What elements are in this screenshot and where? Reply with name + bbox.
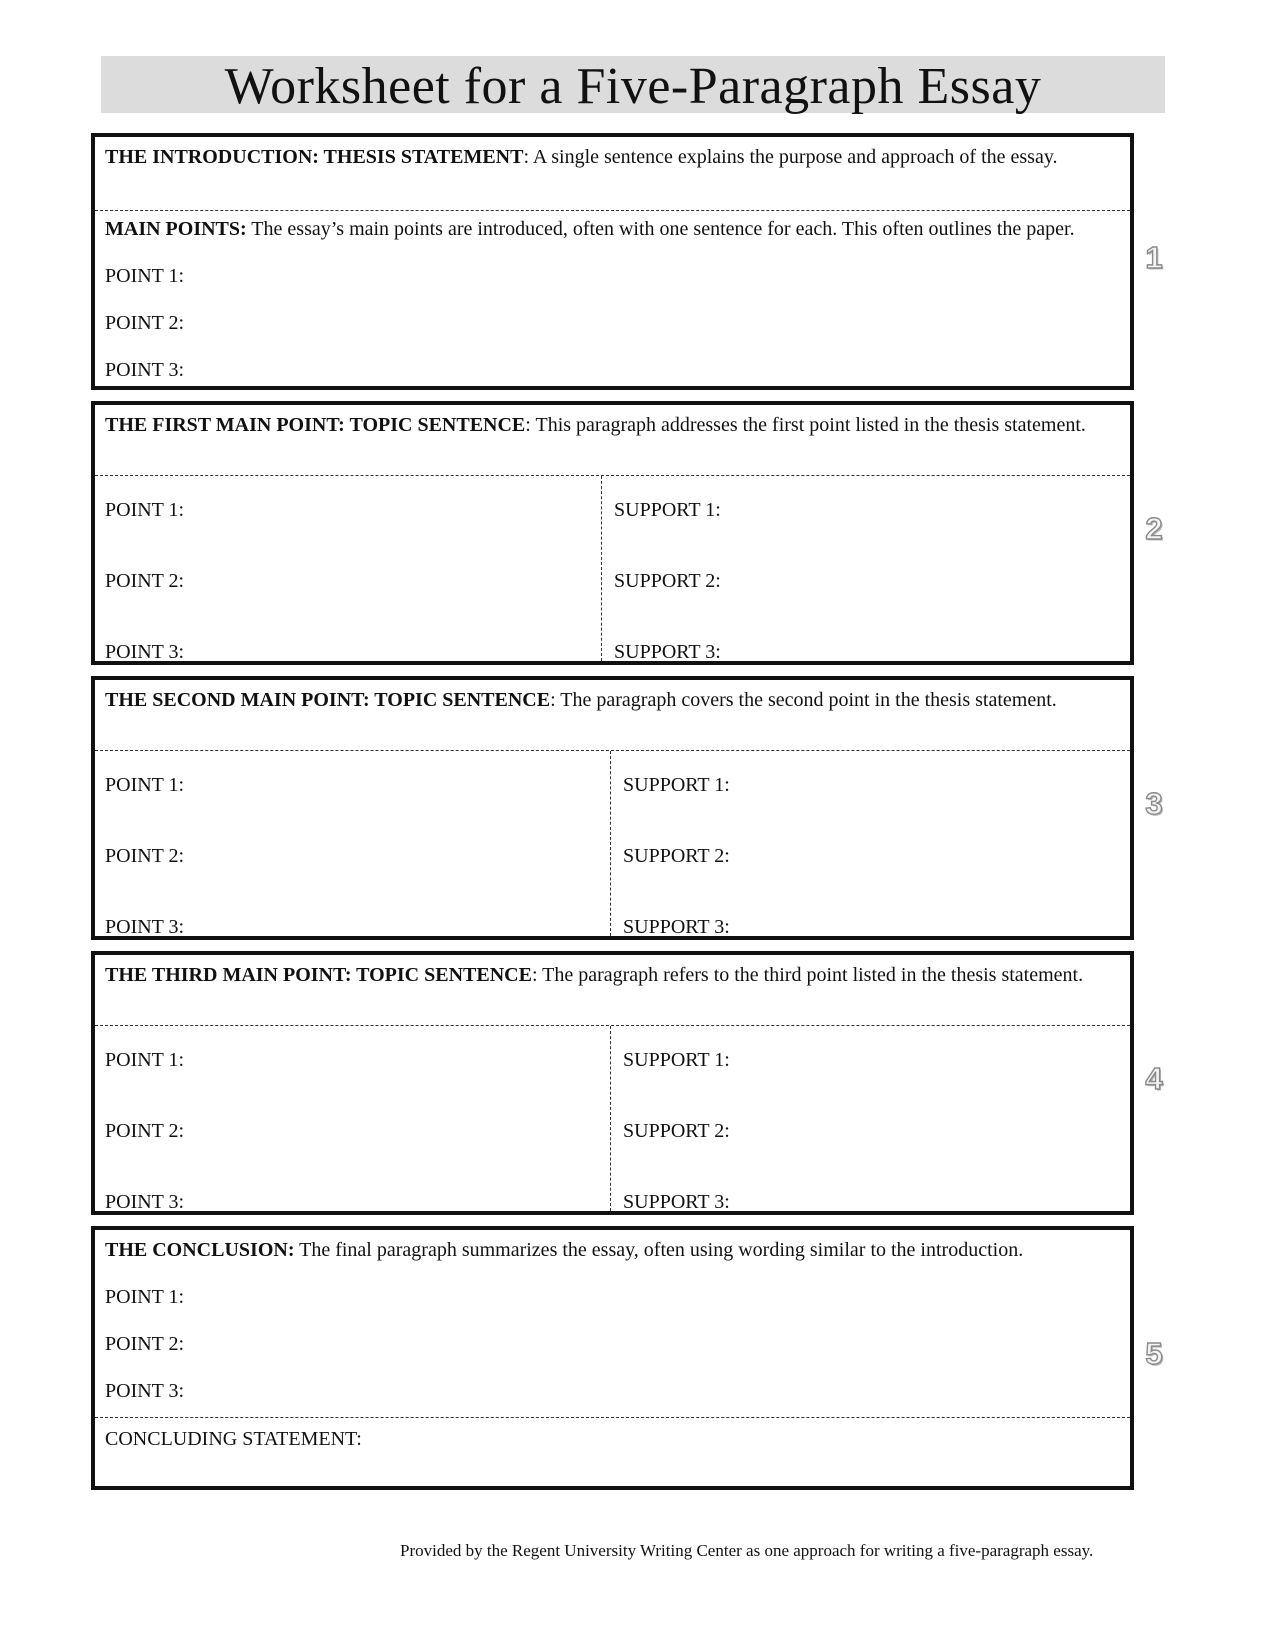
point-1-field[interactable]: POINT 1: bbox=[105, 265, 185, 287]
point-3-field[interactable]: POINT 3: bbox=[105, 1191, 185, 1213]
first-topic-heading: THE FIRST MAIN POINT: TOPIC SENTENCE: This paragraph addresses the first point listed in the thesis statement. bbox=[105, 414, 1086, 436]
main-points-heading: MAIN POINTS: The essay’s main points are introduced, often with one sentence for each. This often outlines the paper. bbox=[105, 218, 1075, 240]
point-3-field[interactable]: POINT 3: bbox=[105, 916, 185, 938]
point-3-field[interactable]: POINT 3: bbox=[105, 641, 185, 663]
conclusion-heading: THE CONCLUSION: The final paragraph summarizes the essay, often using wording similar to the introduction. bbox=[105, 1239, 1024, 1261]
divider bbox=[95, 210, 1130, 211]
section-number-5: 5 bbox=[1145, 1336, 1163, 1371]
support-3-field[interactable]: SUPPORT 3: bbox=[623, 1191, 730, 1213]
column-divider bbox=[610, 751, 611, 936]
section-number-3: 3 bbox=[1145, 786, 1163, 821]
title-bar bbox=[101, 56, 1165, 113]
page-title: Worksheet for a Five-Paragraph Essay bbox=[224, 57, 1042, 115]
divider bbox=[95, 1025, 1130, 1026]
thesis-heading: THE INTRODUCTION: THESIS STATEMENT: A single sentence explains the purpose and approach of the essay. bbox=[105, 146, 1058, 168]
point-2-field[interactable]: POINT 2: bbox=[105, 1120, 185, 1142]
point-1-field[interactable]: POINT 1: bbox=[105, 499, 185, 521]
section-introduction bbox=[91, 133, 1134, 390]
point-2-field[interactable]: POINT 2: bbox=[105, 570, 185, 592]
point-2-field[interactable]: POINT 2: bbox=[105, 845, 185, 867]
point-3-field[interactable]: POINT 3: bbox=[105, 359, 185, 381]
section-conclusion bbox=[91, 1226, 1134, 1490]
support-1-field[interactable]: SUPPORT 1: bbox=[614, 499, 721, 521]
point-2-field[interactable]: POINT 2: bbox=[105, 312, 185, 334]
point-1-field[interactable]: POINT 1: bbox=[105, 1286, 185, 1308]
support-1-field[interactable]: SUPPORT 1: bbox=[623, 1049, 730, 1071]
support-2-field[interactable]: SUPPORT 2: bbox=[623, 845, 730, 867]
point-1-field[interactable]: POINT 1: bbox=[105, 774, 185, 796]
section-third-main-point bbox=[91, 951, 1134, 1215]
support-1-field[interactable]: SUPPORT 1: bbox=[623, 774, 730, 796]
section-second-main-point bbox=[91, 676, 1134, 940]
column-divider bbox=[610, 1026, 611, 1211]
support-2-field[interactable]: SUPPORT 2: bbox=[623, 1120, 730, 1142]
point-1-field[interactable]: POINT 1: bbox=[105, 1049, 185, 1071]
divider bbox=[95, 475, 1130, 476]
divider bbox=[95, 750, 1130, 751]
second-topic-heading: THE SECOND MAIN POINT: TOPIC SENTENCE: The paragraph covers the second point in the thesis statement. bbox=[105, 689, 1057, 711]
section-number-4: 4 bbox=[1145, 1061, 1163, 1096]
section-number-1: 1 bbox=[1145, 240, 1163, 275]
point-3-field[interactable]: POINT 3: bbox=[105, 1380, 185, 1402]
section-number-2: 2 bbox=[1145, 511, 1163, 546]
support-2-field[interactable]: SUPPORT 2: bbox=[614, 570, 721, 592]
third-topic-heading: THE THIRD MAIN POINT: TOPIC SENTENCE: The paragraph refers to the third point listed in the thesis statement. bbox=[105, 964, 1084, 986]
concluding-statement-field[interactable]: CONCLUDING STATEMENT: bbox=[105, 1428, 362, 1450]
footer-credit: Provided by the Regent University Writing Center as one approach for writing a five-paragraph essay. bbox=[400, 1541, 1094, 1560]
divider bbox=[95, 1417, 1130, 1418]
section-first-main-point bbox=[91, 401, 1134, 665]
column-divider bbox=[601, 476, 602, 661]
point-2-field[interactable]: POINT 2: bbox=[105, 1333, 185, 1355]
support-3-field[interactable]: SUPPORT 3: bbox=[623, 916, 730, 938]
support-3-field[interactable]: SUPPORT 3: bbox=[614, 641, 721, 663]
